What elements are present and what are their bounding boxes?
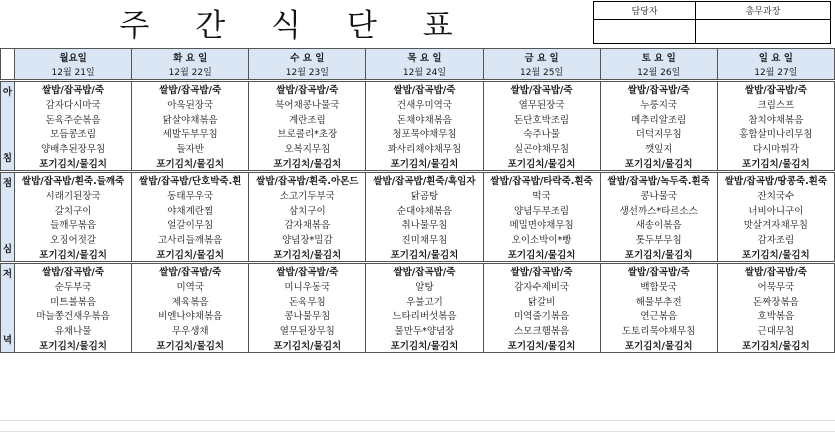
table-row (1, 202, 835, 217)
menu-item: 삼치구이 (249, 202, 366, 217)
menu-item: 더덕지무침 (600, 126, 717, 141)
table-row (1, 264, 835, 279)
menu-item: 순두부국 (15, 278, 132, 293)
day-date: 12월 22일 (132, 65, 249, 80)
menu-item: 감자채볶음 (249, 217, 366, 232)
menu-item: 깻잎지 (600, 141, 717, 156)
menu-item: 참치야채볶음 (717, 111, 834, 126)
day-date: 12월 27일 (717, 65, 834, 80)
menu-item: 동태무우국 (132, 187, 249, 202)
meal-label-char (1, 308, 14, 330)
menu-item: 포기김치/물김치 (483, 247, 600, 262)
menu-item: 호박볶음 (717, 308, 834, 323)
menu-item: 포기김치/물김치 (600, 338, 717, 353)
menu-item: 크림스프 (717, 96, 834, 111)
meal-label-char: 저 (2, 269, 13, 280)
menu-item: 포기김치/물김치 (15, 247, 132, 262)
day-name: 토 요 일 (600, 49, 717, 65)
menu-item: 들깨무볶음 (15, 217, 132, 232)
menu-item: 포기김치/물김치 (366, 338, 483, 353)
menu-item: 해물부추전 (600, 293, 717, 308)
menu-item: 포기김치/물김치 (717, 338, 834, 353)
menu-item: 브로콜리*초장 (249, 126, 366, 141)
day-name: 화 요 일 (132, 49, 249, 65)
menu-item: 무우생채 (132, 323, 249, 338)
menu-item: 메밀면야채무침 (483, 217, 600, 232)
table-row (1, 141, 835, 156)
menu-item: 포기김치/물김치 (132, 247, 249, 262)
menu-item: 감자수제비국 (483, 278, 600, 293)
menu-item: 미역국 (132, 278, 249, 293)
menu-item: 콩나물국 (600, 187, 717, 202)
menu-item: 북어채콩나물국 (249, 96, 366, 111)
table-row (1, 156, 835, 171)
menu-item: 메추리알조림 (600, 111, 717, 126)
menu-item: 쌀밥/잡곡밥/죽 (249, 82, 366, 97)
menu-item: 돈짜장볶음 (717, 293, 834, 308)
menu-item: 오복지무침 (249, 141, 366, 156)
menu-item: 숙주나물 (483, 126, 600, 141)
menu-item: 포기김치/물김치 (483, 156, 600, 171)
menu-item: 우불고기 (366, 293, 483, 308)
menu-item: 유채나물 (15, 323, 132, 338)
menu-item: 양배추된장무침 (15, 141, 132, 156)
weekly-menu-table (0, 48, 835, 353)
day-name: 월요일 (15, 49, 132, 65)
meal-label-char: 아 (2, 87, 13, 98)
menu-item: 감자조림 (717, 232, 834, 247)
menu-item: 쌀밥/잡곡밥/죽 (366, 264, 483, 279)
table-row (1, 217, 835, 232)
menu-item: 미역줄기볶음 (483, 308, 600, 323)
menu-item: 어묵무국 (717, 278, 834, 293)
table-row (1, 278, 835, 293)
day-name: 수 요 일 (249, 49, 366, 65)
menu-item: 포기김치/물김치 (15, 338, 132, 353)
meal-label-char: 점 (2, 178, 13, 189)
meal-label (1, 264, 15, 353)
menu-item: 누룽지국 (600, 96, 717, 111)
menu-item: 도토리묵야채무침 (600, 323, 717, 338)
sheet-gridlines (0, 420, 835, 442)
menu-item: 감자다시마국 (15, 96, 132, 111)
table-row (1, 173, 835, 188)
menu-item: 느타리버섯볶음 (366, 308, 483, 323)
day-date: 12월 21일 (15, 65, 132, 80)
approval-header-director: 총무과장 (696, 2, 831, 20)
menu-item: 계란조림 (249, 111, 366, 126)
day-date: 12월 26일 (600, 65, 717, 80)
table-row (1, 323, 835, 338)
menu-item: 근대무침 (717, 323, 834, 338)
menu-item: 물만두*양념장 (366, 323, 483, 338)
menu-item: 꽈사리채야채무침 (366, 141, 483, 156)
menu-item: 소고기두부국 (249, 187, 366, 202)
table-row (1, 126, 835, 141)
day-name: 일 요 일 (717, 49, 834, 65)
table-row (1, 111, 835, 126)
menu-item: 건새우미역국 (366, 96, 483, 111)
menu-item: 진미채무침 (366, 232, 483, 247)
menu-item: 쌀밥/잡곡밥/타락죽.흰죽 (483, 173, 600, 188)
menu-item: 돌자반 (132, 141, 249, 156)
menu-item: 돈육주순볶음 (15, 111, 132, 126)
table-row (1, 96, 835, 111)
menu-item: 알탕 (366, 278, 483, 293)
table-row (1, 232, 835, 247)
day-name: 금 요 일 (483, 49, 600, 65)
menu-item: 쌀밥/잡곡밥/죽 (717, 82, 834, 97)
menu-item: 닭살야채볶음 (132, 111, 249, 126)
menu-item: 홍합살미나리무침 (717, 126, 834, 141)
menu-item: 포기김치/물김치 (600, 247, 717, 262)
menu-item: 실곤야채무침 (483, 141, 600, 156)
meal-label-char (1, 195, 14, 217)
menu-item: 포기김치/물김치 (483, 338, 600, 353)
menu-item: 쌀밥/잡곡밥/죽 (366, 82, 483, 97)
menu-item: 얼갈이무침 (132, 217, 249, 232)
meal-label-char: 심 (2, 244, 13, 255)
menu-item: 백합뭇국 (600, 278, 717, 293)
table-row (1, 308, 835, 323)
menu-item: 쌀밥/잡곡밥/흰죽.들깨죽 (15, 173, 132, 188)
menu-item: 떡국 (483, 187, 600, 202)
menu-item: 너비아니구이 (717, 202, 834, 217)
menu-item: 갈치구이 (15, 202, 132, 217)
menu-item: 고사리들깨볶음 (132, 232, 249, 247)
menu-item: 돈단호박조림 (483, 111, 600, 126)
menu-item: 열무된장무침 (249, 323, 366, 338)
menu-item: 양념두부조림 (483, 202, 600, 217)
page-title: 주 간 식 단 표 (119, 7, 471, 44)
menu-item: 미트볼볶음 (15, 293, 132, 308)
menu-item: 비엔나야채볶음 (132, 308, 249, 323)
menu-item: 포기김치/물김치 (600, 156, 717, 171)
day-date: 12월 25일 (483, 65, 600, 80)
menu-item: 톳두부무침 (600, 232, 717, 247)
menu-item: 쌀밥/잡곡밥/흰죽.아몬드 (249, 173, 366, 188)
menu-item: 쌀밥/잡곡밥/죽 (132, 82, 249, 97)
menu-item: 잔치국수 (717, 187, 834, 202)
menu-item: 스모크햄볶음 (483, 323, 600, 338)
menu-item: 세발두부무침 (132, 126, 249, 141)
meal-label (1, 173, 15, 262)
menu-item: 쌀밥/잡곡밥/흰죽/흑임자 (366, 173, 483, 188)
meal-label-char: 침 (2, 153, 13, 164)
menu-item: 오징어젓갈 (15, 232, 132, 247)
day-name: 목 요 일 (366, 49, 483, 65)
table-row (1, 293, 835, 308)
menu-item: 청포묵야채무침 (366, 126, 483, 141)
menu-item: 포기김치/물김치 (249, 156, 366, 171)
table-row (1, 338, 835, 353)
menu-item: 쌀밥/잡곡밥/땅콩죽.흰죽 (717, 173, 834, 188)
menu-item: 생선까스*타르소스 (600, 202, 717, 217)
menu-item: 돈채야채볶음 (366, 111, 483, 126)
menu-item: 다시마튀각 (717, 141, 834, 156)
menu-item: 닭곰탕 (366, 187, 483, 202)
menu-item: 맛살겨자채무침 (717, 217, 834, 232)
menu-item: 포기김치/물김치 (132, 338, 249, 353)
menu-item: 돈육무침 (249, 293, 366, 308)
meal-label (1, 82, 15, 171)
meal-label-char (1, 217, 14, 239)
menu-item: 포기김치/물김치 (366, 156, 483, 171)
menu-item: 닭갈비 (483, 293, 600, 308)
menu-item: 쌀밥/잡곡밥/죽 (15, 82, 132, 97)
menu-item: 새송이볶음 (600, 217, 717, 232)
menu-item: 포기김치/물김치 (366, 247, 483, 262)
menu-item: 포기김치/물김치 (249, 338, 366, 353)
menu-item: 포기김치/물김치 (15, 156, 132, 171)
menu-item: 쌀밥/잡곡밥/녹두죽.흰죽 (600, 173, 717, 188)
corner-cell (1, 49, 15, 80)
menu-item: 열무된장국 (483, 96, 600, 111)
menu-item: 쌀밥/잡곡밥/죽 (483, 264, 600, 279)
approval-sign-manager[interactable] (594, 20, 696, 44)
menu-item: 쌀밥/잡곡밥/죽 (15, 264, 132, 279)
menu-item: 시래기된장국 (15, 187, 132, 202)
menu-item: 모듬콩조림 (15, 126, 132, 141)
approval-sign-director[interactable] (696, 20, 831, 44)
approval-header-manager: 담당자 (594, 2, 696, 20)
menu-item: 포기김치/물김치 (249, 247, 366, 262)
menu-item: 쌀밥/잡곡밥/죽 (600, 82, 717, 97)
table-row (1, 187, 835, 202)
menu-item: 쌀밥/잡곡밥/죽 (132, 264, 249, 279)
approval-box (593, 1, 831, 44)
menu-item: 포기김치/물김치 (717, 247, 834, 262)
menu-item: 순대야채볶음 (366, 202, 483, 217)
menu-item: 오이소박이*빵 (483, 232, 600, 247)
menu-item: 쌀밥/잡곡밥/죽 (483, 82, 600, 97)
day-date: 12월 24일 (366, 65, 483, 80)
menu-item: 포기김치/물김치 (132, 156, 249, 171)
menu-item: 마늘쫑건새우볶음 (15, 308, 132, 323)
menu-item: 포기김치/물김치 (717, 156, 834, 171)
meal-label-char (1, 286, 14, 308)
menu-item: 쌀밥/잡곡밥/죽 (717, 264, 834, 279)
menu-item: 쌀밥/잡곡밥/죽 (600, 264, 717, 279)
menu-item: 미니우동국 (249, 278, 366, 293)
table-row (1, 82, 835, 97)
menu-item: 연근볶음 (600, 308, 717, 323)
menu-item: 쌀밥/잡곡밥/죽 (249, 264, 366, 279)
menu-item: 야채계란찜 (132, 202, 249, 217)
menu-item: 취나물무침 (366, 217, 483, 232)
menu-item: 제육볶음 (132, 293, 249, 308)
menu-item: 아욱된장국 (132, 96, 249, 111)
menu-item: 양념장*밀감 (249, 232, 366, 247)
meal-label-char (1, 104, 14, 126)
menu-item: 쌀밥/잡곡밥/단호박죽.흰 (132, 173, 249, 188)
meal-label-char: 녁 (2, 335, 13, 346)
day-date: 12월 23일 (249, 65, 366, 80)
meal-label-char (1, 126, 14, 148)
table-row (1, 247, 835, 262)
menu-item: 콩나물무침 (249, 308, 366, 323)
